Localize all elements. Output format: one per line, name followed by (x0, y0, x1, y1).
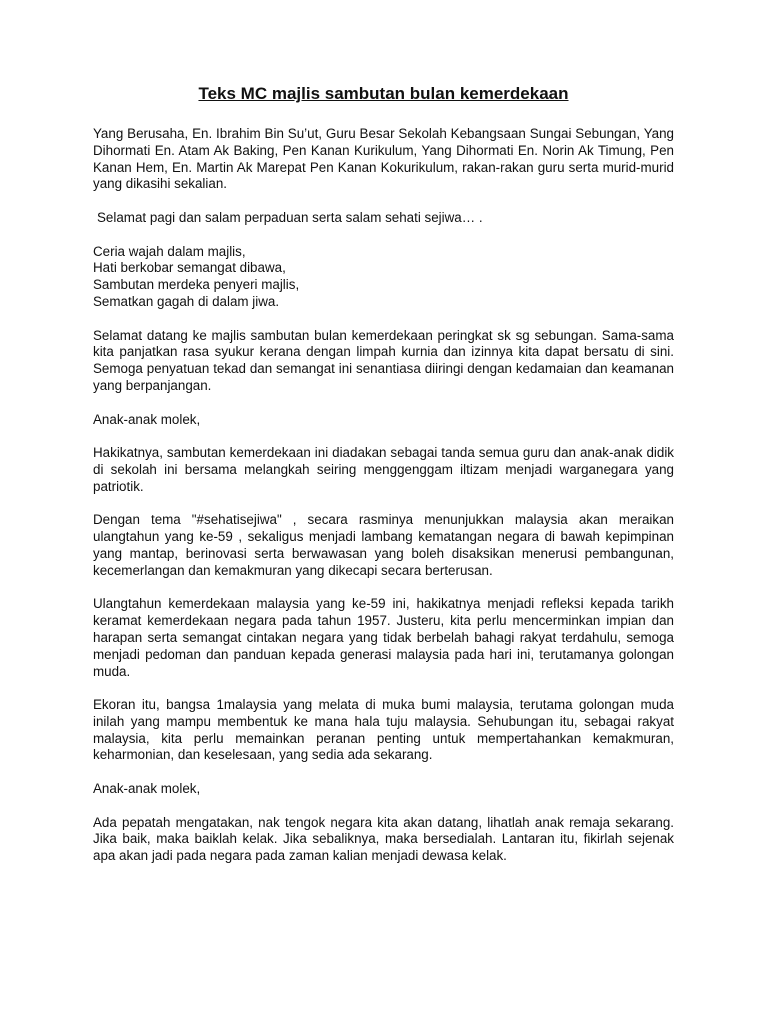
hakikatnya-paragraph: Hakikatnya, sambutan kemerdekaan ini diadakan sebagai tanda semua guru dan anak-anak didik di sekolah ini bersama melangkah seiring menggenggam iltizam menjadi warganegara yang patriotik. (93, 445, 674, 494)
verse-line: Ceria wajah dalam majlis, (93, 243, 246, 259)
address-line: Anak-anak molek, (93, 781, 201, 797)
document-page (93, 84, 674, 882)
intro-paragraph: Yang Berusaha, En. Ibrahim Bin Su’ut, Guru Besar Sekolah Kebangsaan Sungai Sebungan, Yang Dihormati En. Atam Ak Baking, Pen Kanan Kurikulum, Yang Dihormati En. Norin Ak Timung, Pen Kanan Hem, En. Martin Ak Marepat Pen Kanan Kokurikulum, rakan-rakan guru serta murid-murid yang dikasihi sekalian. (93, 126, 674, 192)
greeting-paragraph: Selamat pagi dan salam perpaduan serta salam sehati sejiwa… . (97, 209, 483, 225)
welcome-paragraph: Selamat datang ke majlis sambutan bulan kemerdekaan peringkat sk sg sebungan. Sama-sama kita panjatkan rasa syukur kerana dengan limpah kurnia dan izinnya kita dapat bersatu di sini. Semoga penyatuan tekad dan semangat ini senantiasa diiringi dengan kedamaian dan keamanan yang berpanjangan. (93, 327, 674, 393)
verse-line: Sambutan merdeka penyeri majlis, (93, 277, 300, 293)
verse-line: Sematkan gagah di dalam jiwa. (93, 293, 280, 309)
ekoran-paragraph: Ekoran itu, bangsa 1malaysia yang melata di muka bumi malaysia, terutama golongan muda inilah yang mampu membentuk ke mana hala tuju malaysia. Sehubungan itu, sebagai rakyat malaysia, kita perlu memainkan peranan penting untuk mempertahankan kemakmuran, keharmonian, dan keselesaan, yang sedia ada sekarang. (93, 697, 674, 763)
ulangtahun-paragraph: Ulangtahun kemerdekaan malaysia yang ke-59 ini, hakikatnya menjadi refleksi kepada tarikh keramat kemerdekaan negara pada tahun 1957. Justeru, kita perlu mencerminkan impian dan harapan serta semangat cintakan negara yang tidak berbelah bahagi rakyat terdahulu, semoga menjadi pedoman dan panduan kepada generasi malaysia pada hari ini, terutamanya golongan muda. (93, 596, 674, 679)
document-title: Teks MC majlis sambutan bulan kemerdekaan (198, 84, 569, 103)
tema-paragraph: Dengan tema "#sehatisejiwa" , secara rasminya menunjukkan malaysia akan meraikan ulangtahun yang ke-59 , sekaligus menjadi lambang kematangan negara di bawah kepimpinan yang mantap, berinovasi serta berwawasan yang boleh disaksikan menerusi pembangunan, kecemerlangan dan kemakmuran yang dikecapi secara berterusan. (93, 512, 674, 578)
address-line: Anak-anak molek, (93, 411, 201, 427)
verse-line: Hati berkobar semangat dibawa, (93, 260, 286, 276)
pantun-verse (93, 244, 674, 311)
pepatah-paragraph: Ada pepatah mengatakan, nak tengok negara kita akan datang, lihatlah anak remaja sekarang. Jika baik, maka baiklah kelak. Jika sebaliknya, maka bersedialah. Lantaran itu, fikirlah sejenak apa akan jadi pada negara pada zaman kalian menjadi dewasa kelak. (93, 814, 674, 864)
